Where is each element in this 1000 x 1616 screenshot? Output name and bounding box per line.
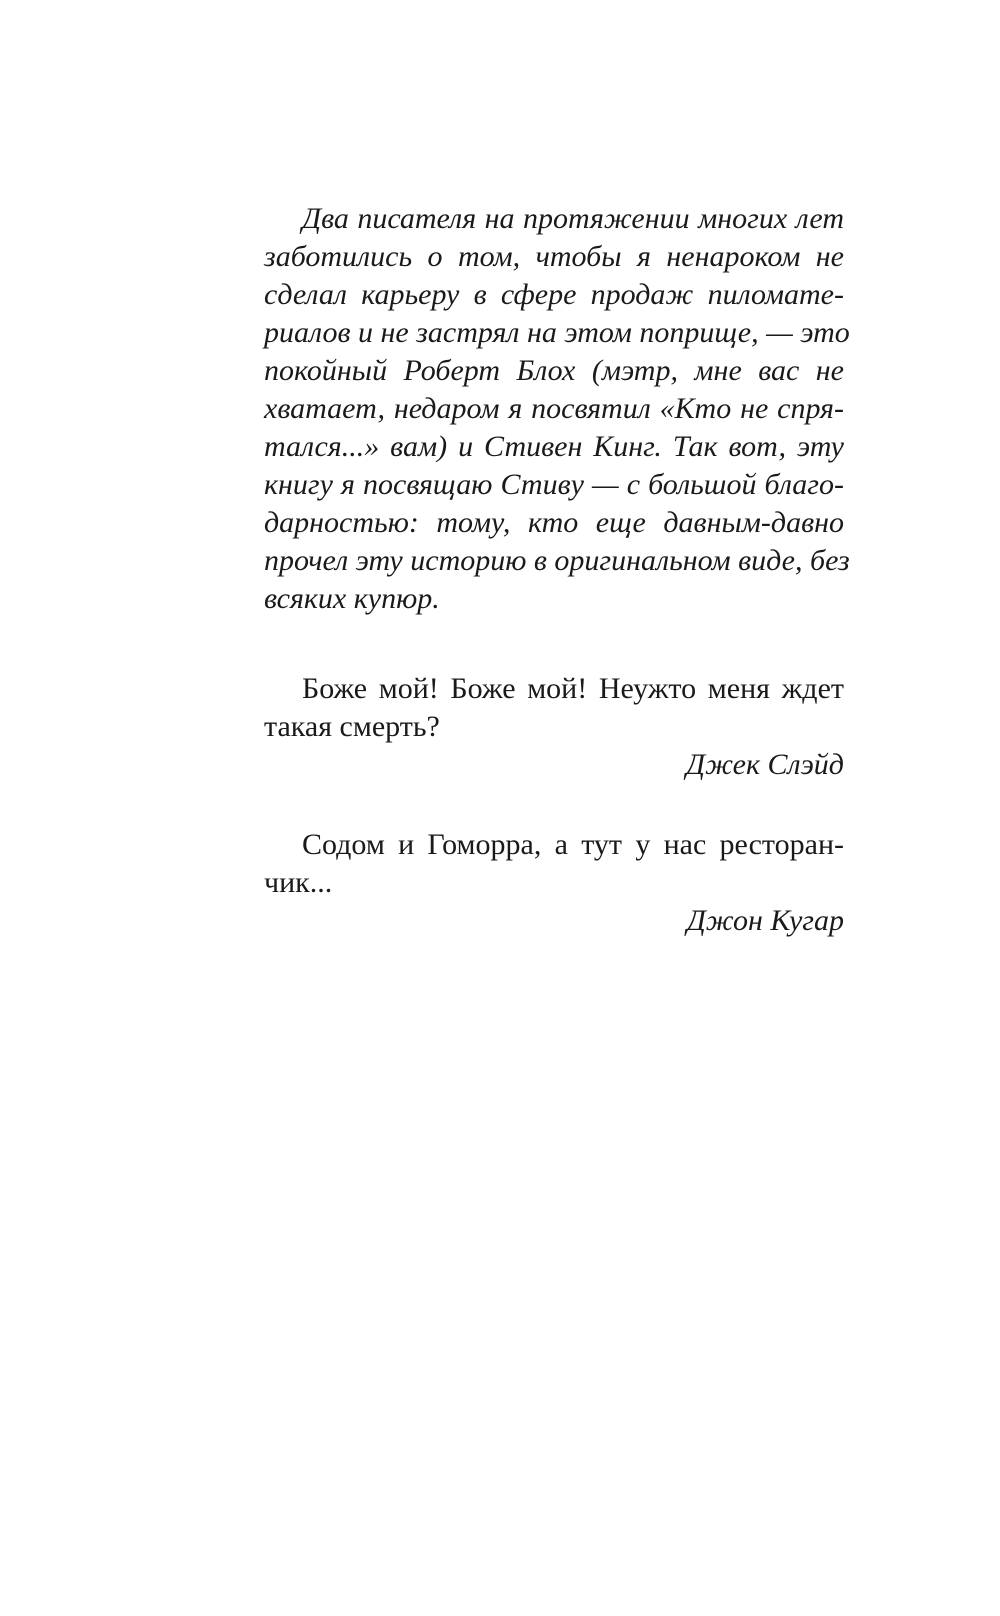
epigraph-line: Содом и Гоморра, а тут у нас ресторан-: [302, 828, 844, 861]
dedication-line: Два писателя на протяжении многих лет: [302, 202, 844, 235]
epigraph: [264, 826, 844, 940]
epigraph-line: чик...: [264, 866, 333, 899]
epigraph: [264, 670, 844, 784]
dedication-line: книгу я посвящаю Стиву — с большой благо-: [264, 468, 844, 501]
dedication-line: сделал карьеру в сфере продаж пиломате-: [264, 278, 844, 311]
dedication-line: всяких купюр.: [264, 582, 440, 615]
epigraph-author: Джон Кугар: [686, 904, 844, 937]
dedication-line: дарностью: тому, кто еще давным-давно: [264, 506, 844, 539]
epigraph-line: такая смерть?: [264, 710, 440, 743]
dedication-line: заботились о том, чтобы я ненароком не: [264, 240, 844, 273]
dedication-line: тался...» вам) и Стивен Кинг. Так вот, эту: [264, 430, 844, 463]
epigraph-author: Джек Слэйд: [686, 748, 844, 781]
dedication-line: хватает, недаром я посвятил «Кто не спря-: [264, 392, 844, 425]
dedication-line: риалов и не застрял на этом поприще, — это: [264, 316, 850, 349]
dedication-line: покойный Роберт Блох (мэтр, мне вас не: [264, 354, 844, 387]
dedication: [264, 200, 850, 618]
dedication-line: прочел эту историю в оригинальном виде, без: [264, 544, 850, 577]
epigraph-line: Боже мой! Боже мой! Неужто меня ждет: [302, 672, 844, 705]
